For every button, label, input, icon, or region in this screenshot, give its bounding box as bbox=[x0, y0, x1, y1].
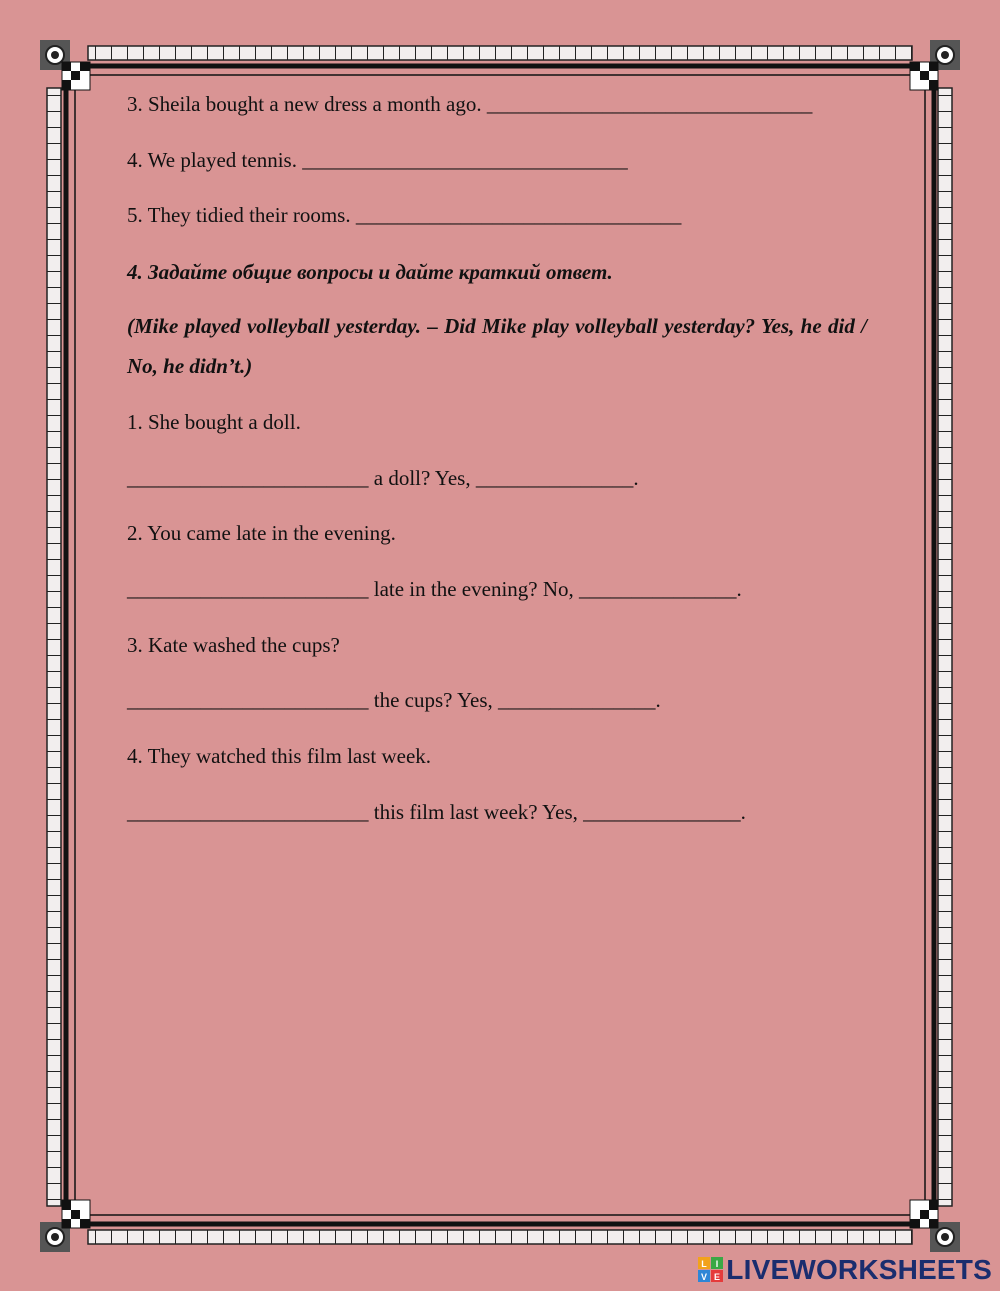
ex4-sentence-3: 3. Kate washed the cups? bbox=[127, 633, 340, 657]
ex3-item-5 bbox=[127, 203, 681, 228]
answer-blank[interactable]: _______________ bbox=[475, 466, 634, 490]
ex4-sentence-2: 2. You came late in the evening. bbox=[127, 521, 396, 545]
ex4-sentence-1: 1. She bought a doll. bbox=[127, 410, 301, 434]
liveworksheets-logo-icon bbox=[698, 1257, 724, 1283]
ex3-item-text: 4. We played tennis. bbox=[127, 148, 303, 172]
answer-blank[interactable]: _______________________ bbox=[127, 466, 369, 490]
answer-end: . bbox=[740, 800, 746, 824]
liveworksheets-logo-text: LIVEWORKSHEETS bbox=[726, 1254, 992, 1285]
answer-blank[interactable]: _______________ bbox=[583, 800, 741, 824]
answer-blank[interactable]: _______________ bbox=[579, 577, 737, 601]
ex3-item-3 bbox=[127, 92, 812, 117]
answer-text: the cups? Yes, bbox=[368, 688, 498, 712]
ex4-sentence-4: 4. They watched this film last week. bbox=[127, 744, 432, 768]
ex4-answer-row-2 bbox=[127, 577, 742, 602]
ex3-item-text: 5. They tidied their rooms. bbox=[127, 203, 356, 227]
liveworksheets-watermark bbox=[698, 1255, 992, 1285]
ex3-item-4 bbox=[127, 148, 628, 173]
ex4-answer-row-1 bbox=[127, 466, 639, 491]
ex4-example: (Mike played volleyball yesterday. – Did Mike play volleyball yesterday? Yes, he did / No, he didn’t.) bbox=[127, 314, 867, 378]
corner-ornament-tr bbox=[910, 40, 960, 90]
answer-end: . bbox=[655, 688, 661, 712]
svg-text:I: I bbox=[716, 1259, 719, 1269]
ex3-item-text: 3. Sheila bought a new dress a month ago. bbox=[127, 92, 487, 116]
ex4-instruction: 4. Задайте общие вопросы и дайте краткий ответ. bbox=[127, 260, 613, 284]
answer-blank[interactable]: _______________________ bbox=[127, 577, 369, 601]
answer-end: . bbox=[633, 466, 639, 490]
answer-blank[interactable]: _______________________________ bbox=[486, 92, 813, 116]
ex4-answer-row-4 bbox=[127, 800, 746, 825]
corner-ornament-br bbox=[910, 1200, 960, 1252]
answer-blank[interactable]: _______________ bbox=[498, 688, 656, 712]
answer-text: this film last week? Yes, bbox=[368, 800, 584, 824]
answer-blank[interactable]: _______________________ bbox=[127, 800, 369, 824]
answer-blank[interactable]: _______________________________ bbox=[302, 148, 628, 172]
svg-text:E: E bbox=[714, 1272, 721, 1282]
corner-ornament-bl bbox=[40, 1200, 90, 1252]
answer-blank[interactable]: _______________________ bbox=[127, 688, 369, 712]
ex4-answer-row-3 bbox=[127, 688, 661, 713]
answer-blank[interactable]: _______________________________ bbox=[355, 203, 682, 227]
svg-text:V: V bbox=[701, 1272, 708, 1282]
answer-text: a doll? Yes, bbox=[368, 466, 476, 490]
answer-end: . bbox=[736, 577, 742, 601]
corner-ornament-tl bbox=[40, 40, 90, 90]
answer-text: late in the evening? No, bbox=[368, 577, 580, 601]
svg-text:L: L bbox=[701, 1259, 708, 1269]
